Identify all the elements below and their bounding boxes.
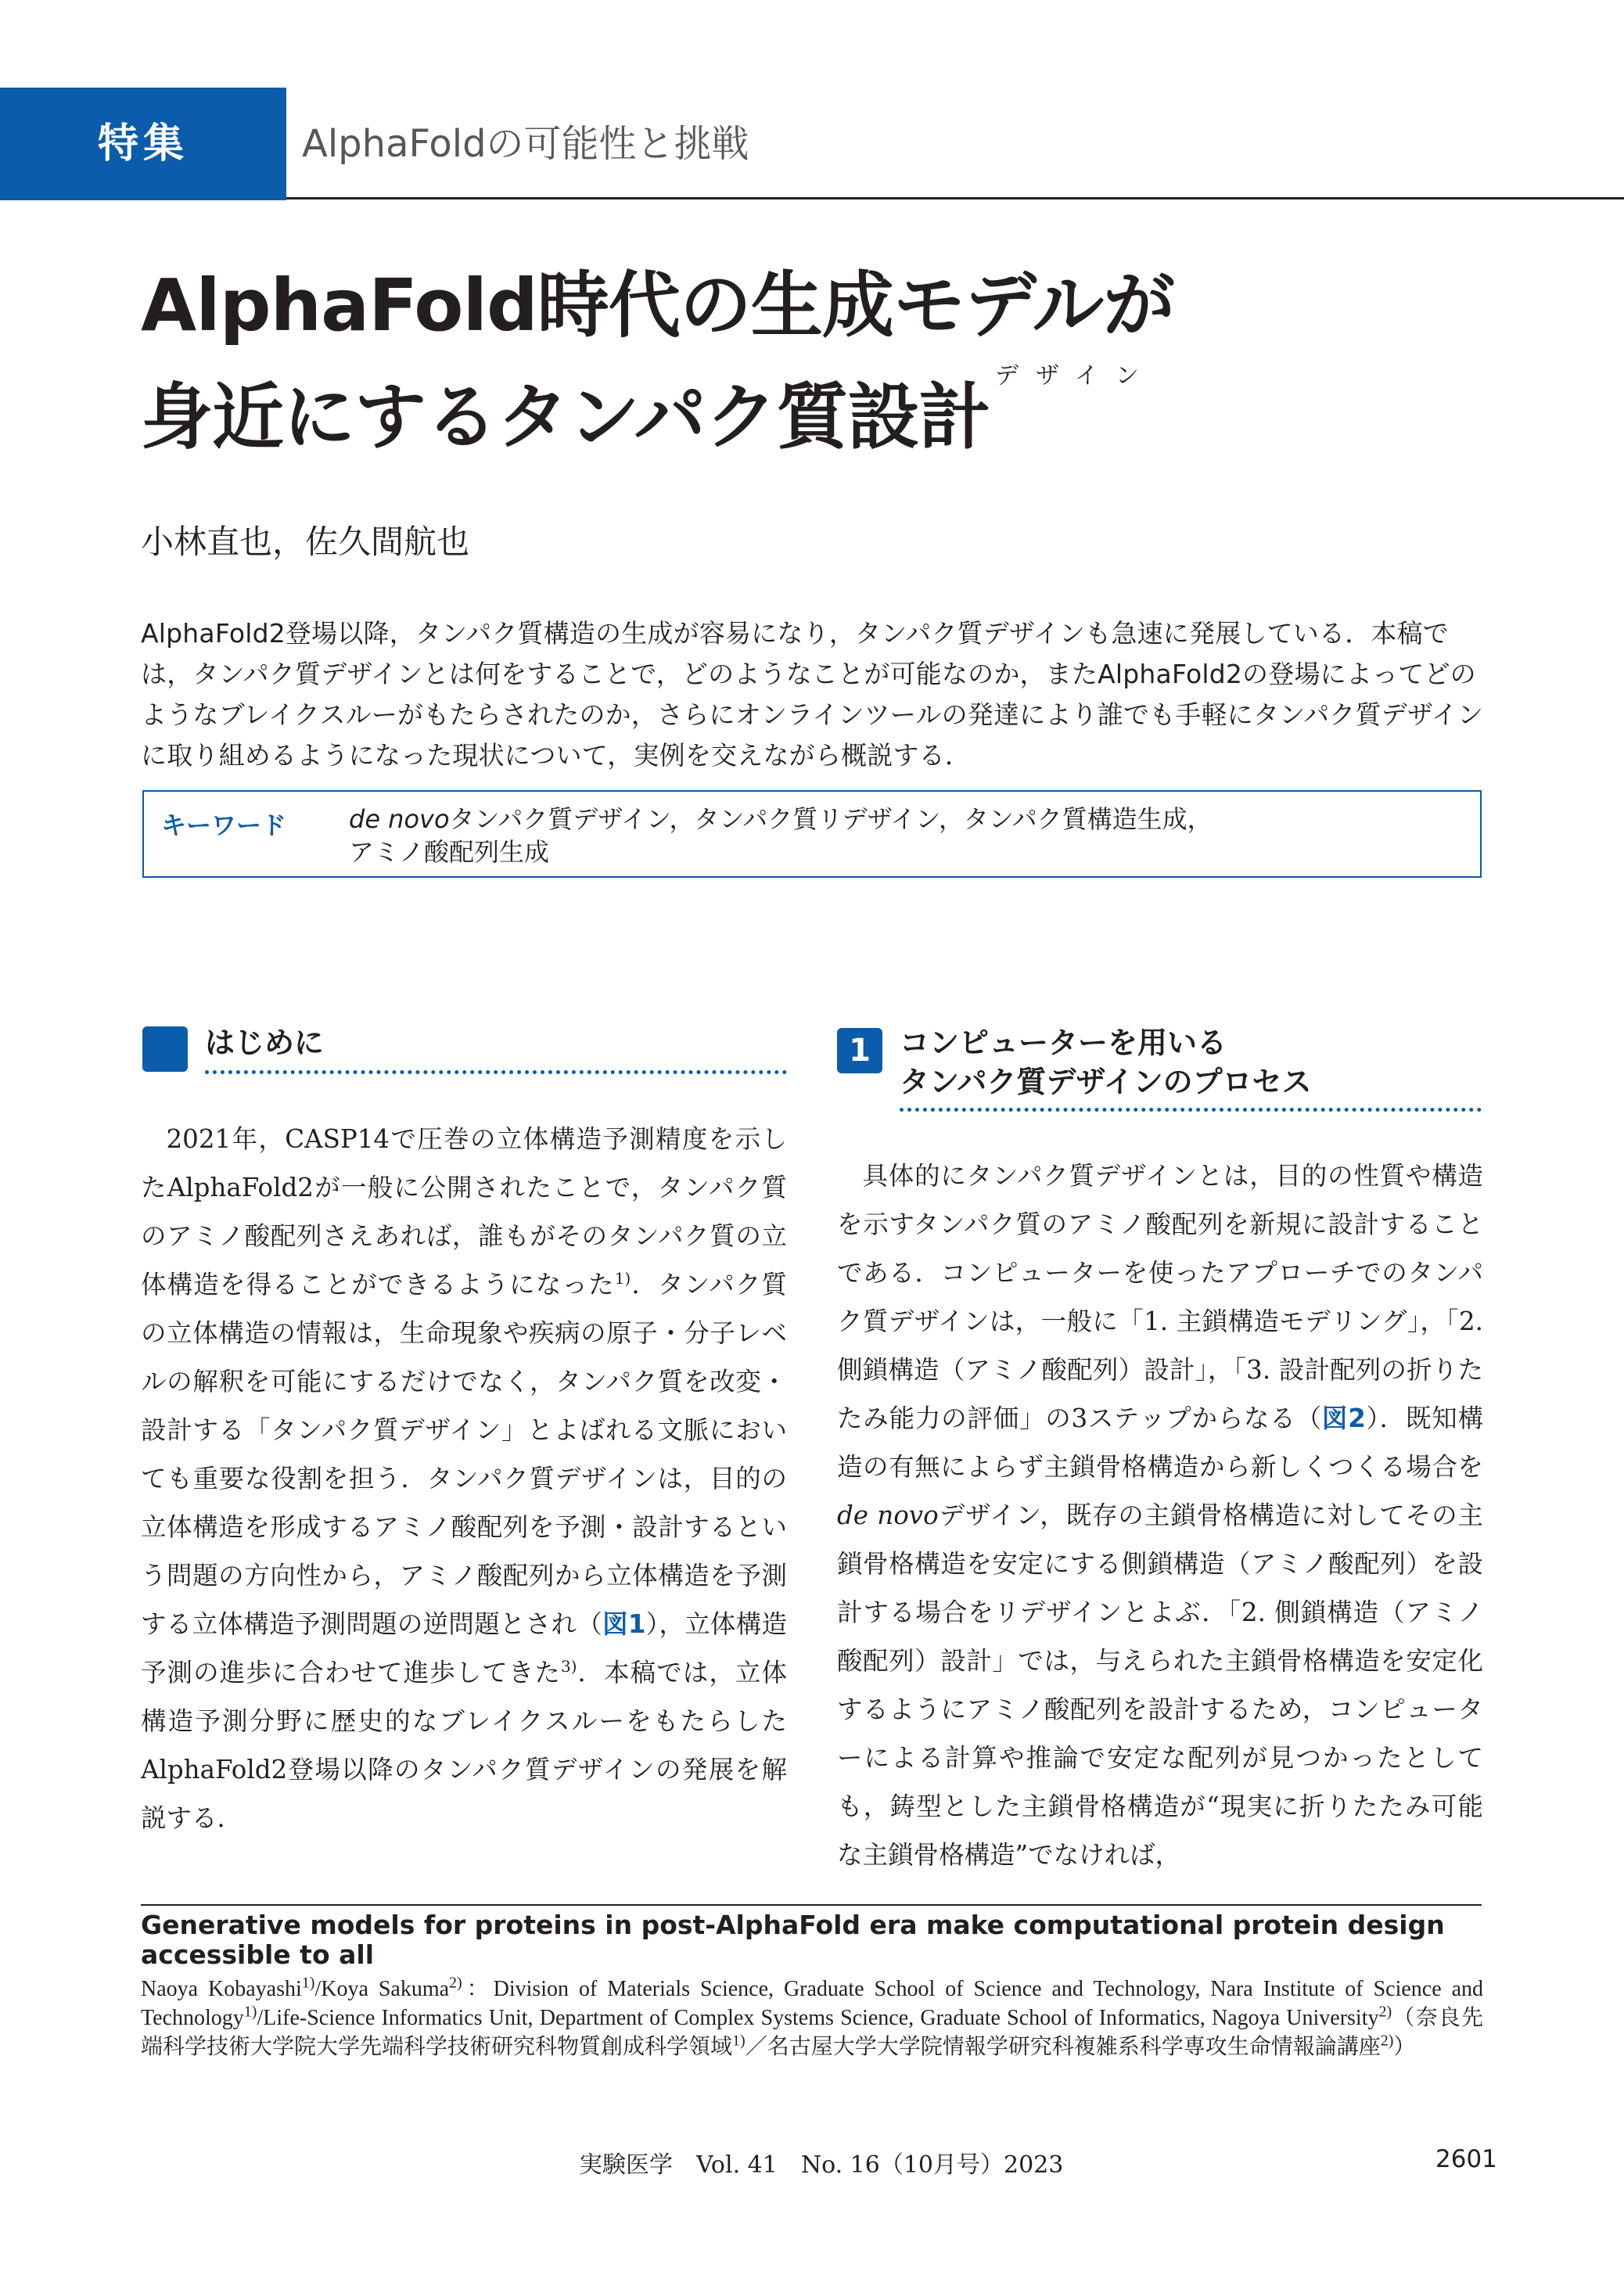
keywords-text xyxy=(349,803,1460,868)
intro-heading-rule xyxy=(205,1070,787,1074)
title-ruby: デザイン xyxy=(995,362,1156,390)
english-block-rule xyxy=(141,1904,1482,1906)
figure-1-ref[interactable]: 図1 xyxy=(602,1609,646,1639)
abstract: AlphaFold2登場以降，タンパク質構造の生成が容易になり，タンパク質デザインも急速に発展している．本稿では，タンパク質デザインとは何をすることで，どのようなことが可能なのか，またAlphaFold2の登場によってどのようなブレイクスルーがもたらされたのか，さらにオンラインツールの発達により誰でも手軽にタンパク質デザインに取り組めるようになった現状について，実例を交えながら概説する． xyxy=(141,618,1484,771)
intro-heading: はじめに xyxy=(205,1026,325,1060)
english-affiliations: Naoya Kobayashi$^{1)}$/Koya Sakuma$^{2)}$：Division of Materials Science, Graduate School of Science and Technology, Nara Institute of Science and Technology$^{1)}$/Life-Science Informatics Unit, Department of Complex Systems Science, Graduate School of Informatics, Nagoya University$^{2)}$（奈良先端科学技術大学院大学先端科学技術研究科物質創成科学領域$^{1)}$／名古屋大学大学院情報学研究科複雑系科学専攻生命情報論講座$^{2)}$） xyxy=(141,1974,1484,2059)
journal-footer: 実験医学 Vol. 41 No. 16（10月号）2023 xyxy=(579,2151,1064,2179)
intro-heading-square xyxy=(142,1026,188,1072)
section-number-badge: 1 xyxy=(837,1028,882,1073)
page-number: 2601 xyxy=(1435,2145,1497,2173)
section1-heading-line-1: コンピューターを用いる xyxy=(900,1026,1227,1060)
header-rule xyxy=(286,197,1624,199)
keywords-line-1: タンパク質デザイン，タンパク質リデザイン，タンパク質構造生成， xyxy=(449,804,1213,834)
keywords-line-2: アミノ酸配列生成 xyxy=(349,837,550,867)
figure-2-ref[interactable]: 図2 xyxy=(1321,1403,1366,1433)
intro-body: 2021年，CASP14で圧巻の立体構造予測精度を示したAlphaFold2が一般に公開されたことで，タンパク質のアミノ酸配列さえあれば，誰もがそのタンパク質の立体構造を得ることができるようになった$^{1)}$．タンパク質の立体構造の情報は，生命現象や疾病の原子・分子レベルの解釈を可能にするだけでなく，タンパク質を改変・設計する「タンパク質デザイン」とよばれる文脈においても重要な役割を担う．タンパク質デザインは，目的の立体構造を形成するアミノ酸配列を予測・設計するという問題の方向性から，アミノ酸配列から立体構造を予測する立体構造予測問題の逆問題とされ（図1），立体構造予測の進歩に合わせて進歩してきた$^{3)}$．本稿では，立体構造予測分野に歴史的なブレイクスルーをもたらしたAlphaFold2登場以降のタンパク質デザインの発展を解説する． xyxy=(141,1124,787,1833)
article-title-line-1: AlphaFold時代の生成モデルが xyxy=(141,264,1175,347)
authors: 小林直也，佐久間航也 xyxy=(141,523,470,561)
article-title-line-2: 身近にするタンパク質設計 xyxy=(141,376,990,459)
section1-heading-rule xyxy=(900,1108,1482,1112)
english-title: Generative models for proteins in post-AlphaFold era make computational protein design accessible to all xyxy=(141,1910,1445,1970)
section1-body: 具体的にタンパク質デザインとは，目的の性質や構造を示すタンパク質のアミノ酸配列を新規に設計することである．コンピューターを使ったアプローチでのタンパク質デザインは，一般に「1. 主鎖構造モデリング」，「2. 側鎖構造（アミノ酸配列）設計」，「3. 設計配列の折りたたみ能力の評価」の3ステップからなる（図2）．既知構造の有無によらず主鎖骨格構造から新しくつくる場合をde novoデザイン，既存の主鎖骨格構造に対してその主鎖骨格構造を安定にする側鎖構造（アミノ酸配列）を設計する場合をリデザインとよぶ．「2. 側鎖構造（アミノ酸配列）設計」では，与えられた主鎖骨格構造を安定化するようにアミノ酸配列を設計するため，コンピューターによる計算や推論で安定な配列が見つかったとしても，鋳型とした主鎖骨格構造が“現実に折りたたみ可能な主鎖骨格構造”でなければ， xyxy=(837,1161,1483,1870)
keyword-italic: de novo xyxy=(349,804,450,834)
keywords-box xyxy=(142,790,1482,878)
feature-tag: 特集 xyxy=(0,88,286,200)
section1-heading-line-2: タンパク質デザインのプロセス xyxy=(900,1065,1312,1099)
keywords-label: キーワード xyxy=(161,810,287,840)
series-title: AlphaFoldの可能性と挑戦 xyxy=(302,122,749,166)
